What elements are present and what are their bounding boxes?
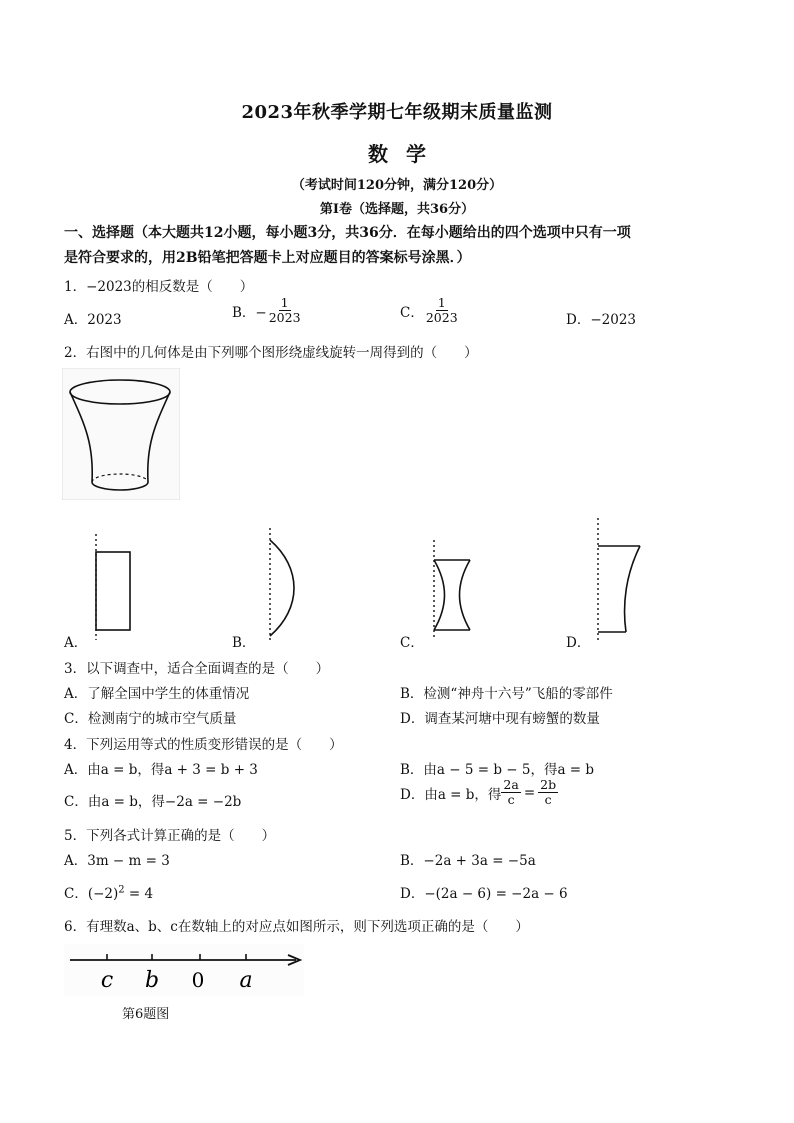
q2-option-c-figure	[424, 536, 480, 642]
section1-line2: 是符合要求的，用2B铅笔把答题卡上对应题目的答案标号涂黑．）	[64, 250, 471, 266]
q2-option-b-label: B．	[232, 635, 256, 651]
q2-stem: 2．右图中的几何体是由下列哪个图形绕虚线旋转一周得到的（ ）	[64, 345, 478, 361]
q3-option-c: C．检测南宁的城市空气质量	[64, 711, 237, 727]
q1-option-c-numerator: 1	[437, 295, 446, 310]
q6-stem: 6．有理数a、b、c在数轴上的对应点如图所示，则下列选项正确的是（ ）	[64, 919, 529, 935]
q1-option-c-fraction	[424, 296, 460, 326]
q1-option-c	[400, 296, 460, 326]
q6-label-0: 0	[191, 968, 205, 992]
q3-option-a: A．了解全国中学生的体重情况	[64, 686, 250, 702]
q5-option-c	[64, 882, 153, 902]
q1-option-b	[232, 296, 303, 326]
q1-option-b-numerator: 1	[280, 295, 289, 310]
q1-option-b-prefix: B．−	[232, 304, 267, 321]
q1-stem: 1．−2023的相反数是（ ）	[64, 279, 254, 295]
q4-option-d	[400, 778, 558, 808]
q3-option-d: D．调查某河塘中现有螃蟹的数量	[400, 711, 600, 727]
q5-option-c-exponent: 2	[118, 884, 125, 896]
q1-option-d: D．−2023	[566, 312, 636, 328]
q2-option-a-figure	[86, 530, 142, 642]
q1-option-c-prefix: C．	[400, 304, 424, 321]
q5-option-a: A．3m − m = 3	[64, 853, 170, 869]
q2-option-d-label: D．	[566, 635, 591, 651]
q4-option-d-left-numerator: 2a	[503, 777, 519, 792]
q4-option-d-left-denominator: c	[507, 792, 515, 808]
q4-option-d-right-fraction	[538, 778, 558, 808]
q5-stem: 5．下列各式计算正确的是（ ）	[64, 828, 276, 844]
q4-option-d-equals: =	[523, 784, 536, 801]
q1-option-a: A．2023	[64, 312, 122, 328]
q5-option-c-result: = 4	[124, 886, 154, 902]
q6-label-a: a	[239, 968, 253, 993]
q4-option-a: A．由a = b，得a + 3 = b + 3	[64, 762, 258, 778]
volume-title: 第Ⅰ卷（选择题，共36分）	[319, 202, 475, 217]
subject-title: 数学	[368, 142, 444, 166]
paper-title: 2023年秋季学期七年级期末质量监测	[241, 102, 553, 123]
section1-line1: 一、选择题（本大题共12小题，每小题3分，共36分．在每小题给出的四个选项中只有一项	[64, 225, 631, 241]
q6-number-line	[64, 944, 304, 996]
q6-caption: 第6题图	[122, 1007, 170, 1022]
exam-note: （考试时间120分钟，满分120分）	[291, 178, 503, 193]
q6-label-b: b	[144, 968, 160, 993]
q1-option-b-denominator: 2023	[268, 310, 301, 326]
q6-label-c: c	[100, 968, 114, 993]
q4-stem: 4．下列运用等式的性质变形错误的是（ ）	[64, 737, 343, 753]
q1-option-b-fraction	[267, 296, 303, 326]
q5-option-d: D．−(2a − 6) = −2a − 6	[400, 886, 568, 902]
q1-option-c-denominator: 2023	[425, 310, 458, 326]
q4-option-d-right-numerator: 2b	[540, 777, 557, 792]
q2-solid-figure	[62, 368, 180, 500]
q4-option-d-prefix: D．由a = b，得	[400, 786, 502, 803]
q3-option-b: B．检测“神舟十六号”飞船的零部件	[400, 686, 613, 702]
q4-option-b: B．由a − 5 = b − 5，得a = b	[400, 762, 595, 778]
q2-option-c-label: C．	[400, 635, 424, 651]
q5-option-b: B．−2a + 3a = −5a	[400, 853, 536, 869]
q3-stem: 3．以下调查中，适合全面调查的是（ ）	[64, 661, 330, 677]
q4-option-d-right-denominator: c	[544, 792, 552, 808]
q2-option-b-figure	[258, 524, 308, 642]
q4-option-c: C．由a = b，得−2a = −2b	[64, 794, 242, 810]
q5-option-c-base: C．(−2)	[64, 886, 119, 902]
q2-option-d-figure	[590, 514, 644, 642]
q2-option-a-label: A．	[64, 635, 88, 651]
q4-option-d-left-fraction	[501, 778, 520, 808]
